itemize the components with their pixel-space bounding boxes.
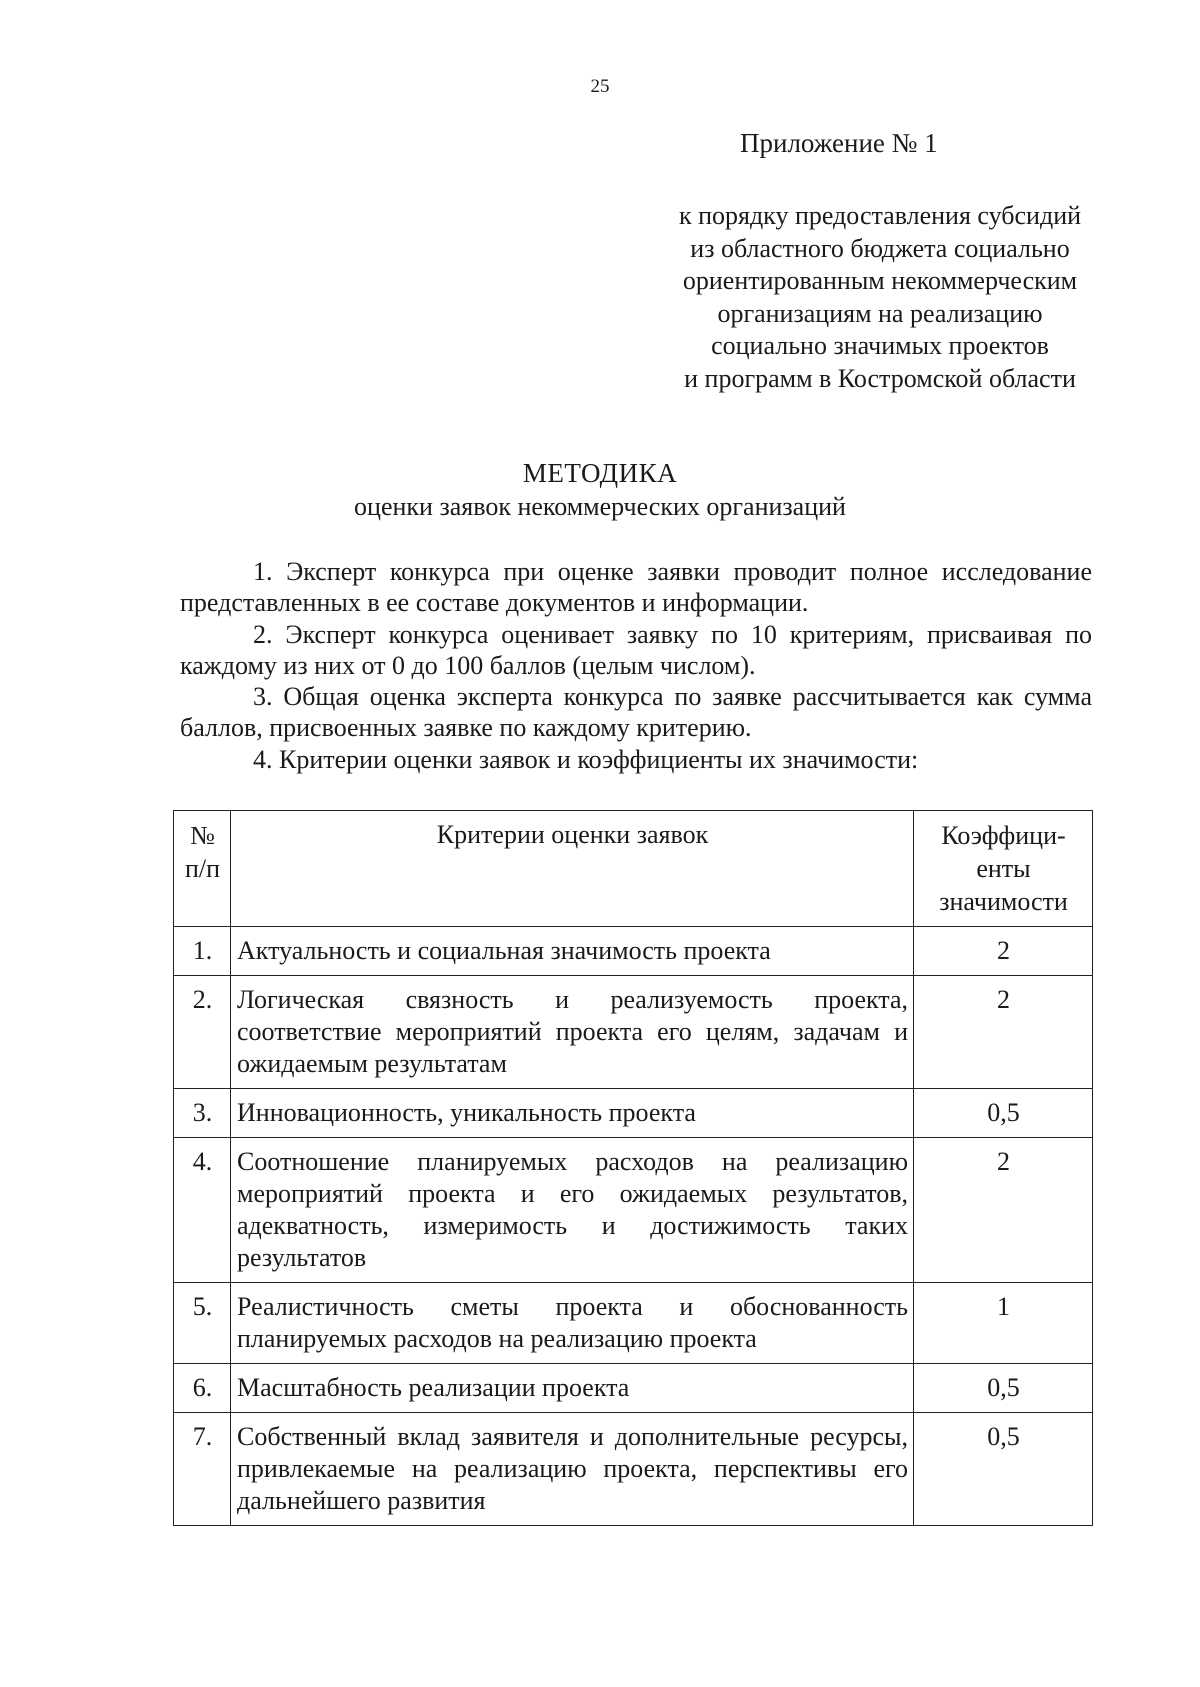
paragraph: 3. Общая оценка эксперта конкурса по заявке рассчитывается как сумма баллов, присвоенных заявке по каждому критерию. [180,682,1092,743]
paragraph: 1. Эксперт конкурса при оценке заявки проводит полное исследование представленных в ее составе документов и информации. [180,557,1092,618]
row-criterion: Реалистичность сметы проекта и обоснованность планируемых расходов на реализацию проекта [231,1283,914,1364]
row-number: 5. [174,1283,231,1364]
row-coefficient: 2 [914,1138,1093,1283]
body-text [180,556,1092,775]
appendix-subtitle-line: к порядку предоставления субсидий [678,201,1082,230]
row-criterion: Масштабность реализации проекта [231,1364,914,1413]
appendix-subtitle-line: и программ в Костромской области [684,363,1076,393]
document-title: МЕТОДИКА [522,458,678,488]
table-row [174,976,1093,1089]
page-number: 25 [590,76,610,97]
criteria-table [173,810,1093,1526]
paragraph: 4. Критерии оценки заявок и коэффициенты их значимости: [253,744,919,774]
table-row [174,1413,1093,1526]
appendix-subtitle [600,200,1160,395]
header-number-line: п/п [184,854,221,883]
row-number: 4. [174,1138,231,1283]
row-criterion: Соотношение планируемых расходов на реализацию мероприятий проекта и его ожидаемых результатов, адекватность, измеримость и достижимость таких результатов [231,1138,914,1283]
table-header-row [174,811,1093,927]
table-row [174,1138,1093,1283]
row-criterion: Логическая связность и реализуемость проекта, соответствие мероприятий проекта его целям, задачам и ожидаемым результатам [231,976,914,1089]
header-coefficient-line: енты [976,854,1031,883]
table-row [174,1283,1093,1364]
table-row [174,1364,1093,1413]
row-number: 7. [174,1413,231,1526]
header-coefficient-line: Коэффици- [941,821,1066,850]
row-number: 1. [174,927,231,976]
row-criterion: Инновационность, уникальность проекта [231,1089,914,1138]
appendix-subtitle-line: из областного бюджета социально [690,233,1070,263]
row-number: 6. [174,1364,231,1413]
header-coefficient [914,811,1093,927]
row-criterion: Актуальность и социальная значимость проекта [231,927,914,976]
appendix-subtitle-line: ориентированным некоммерческим [682,266,1078,295]
row-coefficient: 0,5 [914,1413,1093,1526]
header-coefficient-line: значимости [939,887,1068,916]
row-coefficient: 2 [914,927,1093,976]
appendix-subtitle-line: социально значимых проектов [711,331,1049,360]
header-number [174,811,231,927]
appendix-title: Приложение № 1 [740,128,938,158]
table-row [174,1089,1093,1138]
row-coefficient: 1 [914,1283,1093,1364]
row-coefficient: 2 [914,976,1093,1089]
row-number: 2. [174,976,231,1089]
row-criterion: Собственный вклад заявителя и дополнительные ресурсы, привлекаемые на реализацию проекта, перспективы его дальнейшего развития [231,1413,914,1526]
row-number: 3. [174,1089,231,1138]
header-criteria: Критерии оценки заявок [231,811,914,927]
appendix-subtitle-line: организациям на реализацию [717,298,1043,328]
header-number-line: № [190,821,215,850]
paragraph: 2. Эксперт конкурса оценивает заявку по 10 критериям, присваивая по каждому из них от 0 до 100 баллов (целым числом). [180,619,1092,680]
row-coefficient: 0,5 [914,1364,1093,1413]
document-subtitle: оценки заявок некоммерческих организаций [354,492,846,521]
row-coefficient: 0,5 [914,1089,1093,1138]
table-row [174,927,1093,976]
